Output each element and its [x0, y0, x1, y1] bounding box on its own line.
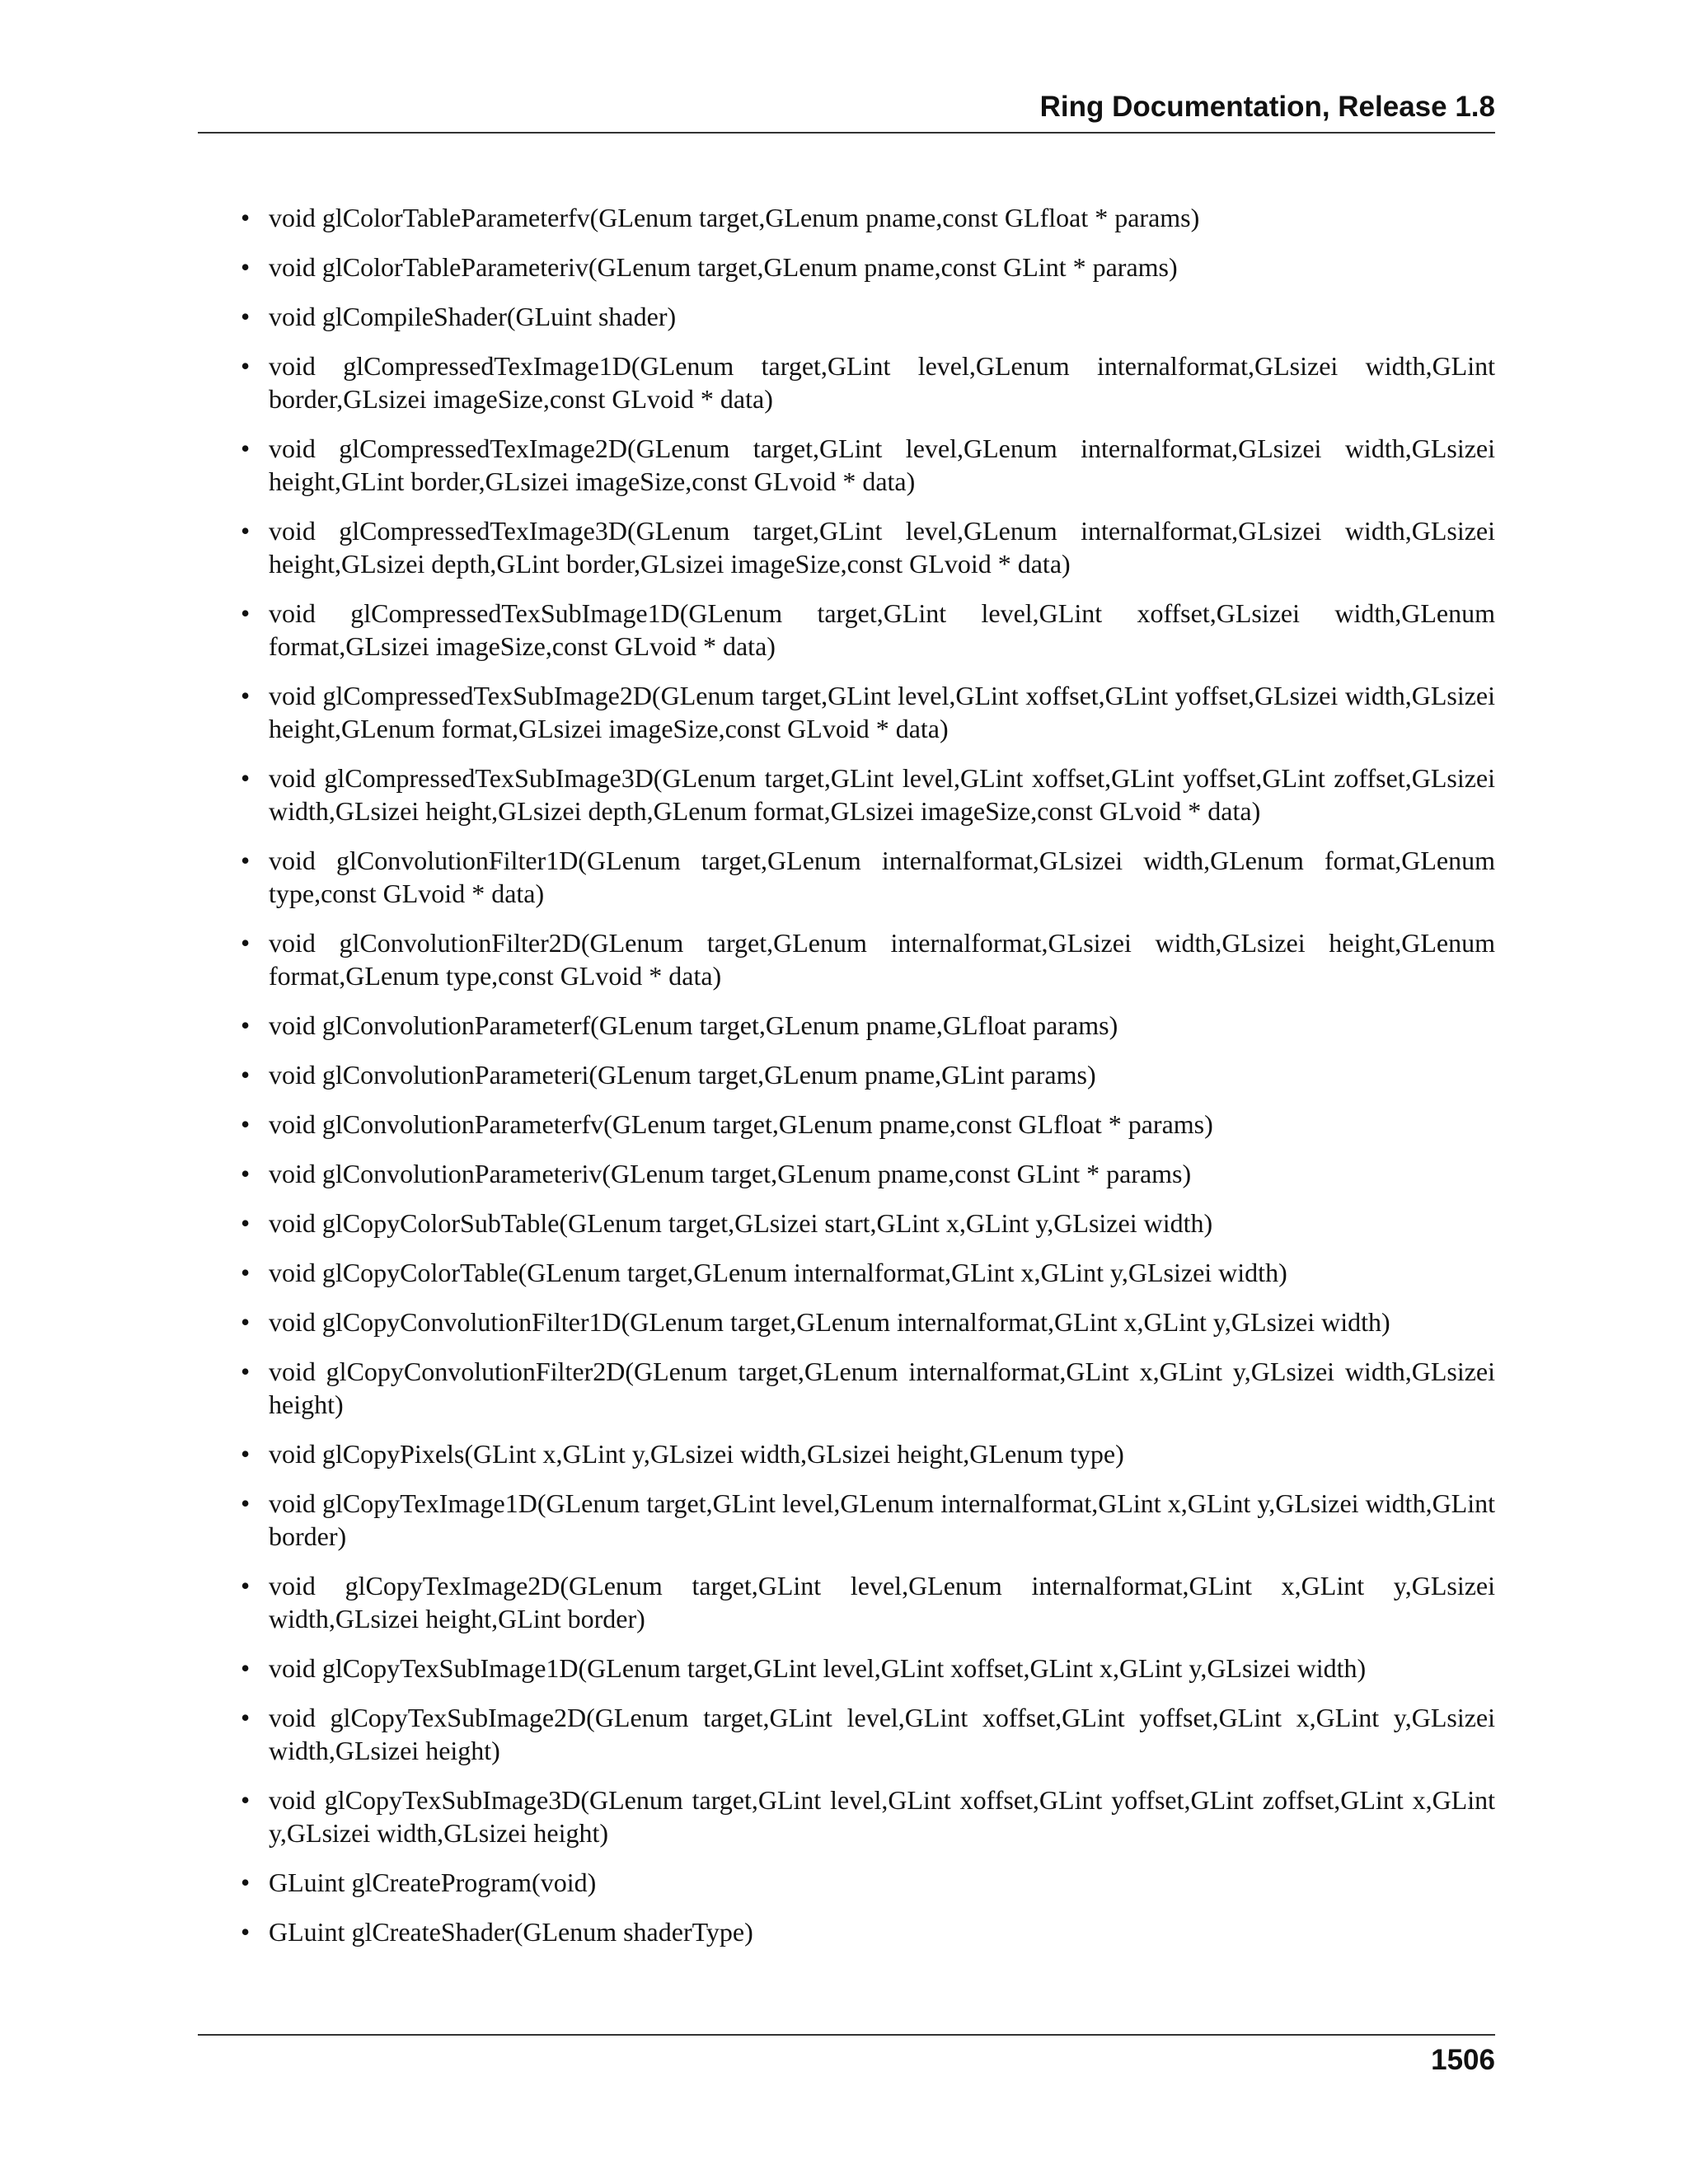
- bullet-icon: •: [241, 1488, 251, 1518]
- function-signature: void glCompressedTexImage1D(GLenum target,GLint level,GLenum internalformat,GLsizei width,GLint border,GLsizei imageSize,const GLvoid * data): [269, 351, 1495, 414]
- list-item: [241, 251, 1495, 284]
- bullet-icon: •: [241, 252, 251, 282]
- list-item: [241, 1256, 1495, 1289]
- list-item: [241, 432, 1495, 498]
- list-item: [241, 597, 1495, 663]
- page-number: 1506: [1431, 2044, 1495, 2076]
- list-item: [241, 1108, 1495, 1141]
- document-title: Ring Documentation, Release 1.8: [1039, 91, 1495, 123]
- function-signature: void glConvolutionFilter2D(GLenum target,GLenum internalformat,GLsizei width,GLsizei height,GLenum format,GLenum type,const GLvoid * data): [269, 928, 1495, 991]
- function-signature: void glCompressedTexSubImage2D(GLenum target,GLint level,GLint xoffset,GLint yoffset,GLsizei width,GLsizei height,GLenum format,GLsizei imageSize,const GLvoid * data): [269, 681, 1495, 743]
- bullet-icon: •: [241, 1208, 251, 1238]
- function-signature: GLuint glCreateShader(GLenum shaderType): [269, 1917, 753, 1947]
- list-item: [241, 1437, 1495, 1470]
- bullet-icon: •: [241, 1917, 251, 1947]
- function-signature: void glCopyPixels(GLint x,GLint y,GLsizei width,GLsizei height,GLenum type): [269, 1439, 1124, 1469]
- bullet-icon: •: [241, 763, 251, 793]
- function-signature: void glColorTableParameterfv(GLenum target,GLenum pname,const GLfloat * params): [269, 203, 1200, 232]
- list-item: [241, 201, 1495, 234]
- list-item: [241, 1915, 1495, 1948]
- list-item: [241, 1207, 1495, 1240]
- bullet-icon: •: [241, 1060, 251, 1090]
- function-signature: void glCompressedTexSubImage1D(GLenum target,GLint level,GLint xoffset,GLsizei width,GLenum format,GLsizei imageSize,const GLvoid * data): [269, 598, 1495, 661]
- function-signature: void glCopyColorSubTable(GLenum target,GLsizei start,GLint x,GLint y,GLsizei width): [269, 1208, 1213, 1238]
- list-item: [241, 1487, 1495, 1553]
- list-item: [241, 762, 1495, 827]
- function-signature: void glCompressedTexSubImage3D(GLenum target,GLint level,GLint xoffset,GLint yoffset,GLint zoffset,GLsizei width,GLsizei height,GLsizei depth,GLenum format,GLsizei imageSize,const GLvoid * data): [269, 763, 1495, 826]
- function-signature: void glCopyTexImage1D(GLenum target,GLint level,GLenum internalformat,GLint x,GLint y,GLsizei width,GLint border): [269, 1488, 1495, 1551]
- bullet-icon: •: [241, 302, 251, 331]
- bullet-icon: •: [241, 1010, 251, 1040]
- function-signature: GLuint glCreateProgram(void): [269, 1868, 597, 1897]
- function-signature: void glColorTableParameteriv(GLenum target,GLenum pname,const GLint * params): [269, 252, 1178, 282]
- function-signature: void glCopyColorTable(GLenum target,GLenum internalformat,GLint x,GLint y,GLsizei width): [269, 1258, 1287, 1287]
- bullet-icon: •: [241, 928, 251, 958]
- bullet-icon: •: [241, 1868, 251, 1897]
- function-signature: void glCompressedTexImage2D(GLenum target,GLint level,GLenum internalformat,GLsizei width,GLsizei height,GLint border,GLsizei imageSize,const GLvoid * data): [269, 434, 1495, 496]
- function-signature: void glCopyTexSubImage1D(GLenum target,GLint level,GLint xoffset,GLint x,GLint y,GLsizei width): [269, 1653, 1367, 1683]
- function-signature: void glConvolutionParameterf(GLenum target,GLenum pname,GLfloat params): [269, 1010, 1118, 1040]
- list-item: [241, 1866, 1495, 1899]
- bullet-icon: •: [241, 1703, 251, 1732]
- bullet-icon: •: [241, 1159, 251, 1188]
- bullet-icon: •: [241, 1439, 251, 1469]
- bullet-icon: •: [241, 203, 251, 232]
- bullet-icon: •: [241, 598, 251, 628]
- list-item: [241, 1009, 1495, 1042]
- bullet-icon: •: [241, 1109, 251, 1139]
- bullet-icon: •: [241, 1571, 251, 1601]
- bullet-icon: •: [241, 434, 251, 463]
- bullet-icon: •: [241, 1785, 251, 1815]
- function-signature: void glConvolutionParameterfv(GLenum target,GLenum pname,const GLfloat * params): [269, 1109, 1213, 1139]
- list-item: [241, 1305, 1495, 1338]
- function-signature: void glCompressedTexImage3D(GLenum target,GLint level,GLenum internalformat,GLsizei width,GLsizei height,GLsizei depth,GLint border,GLsizei imageSize,const GLvoid * data): [269, 516, 1495, 579]
- list-item: [241, 1569, 1495, 1635]
- bullet-icon: •: [241, 1357, 251, 1386]
- list-item: [241, 679, 1495, 745]
- function-signature: void glCompileShader(GLuint shader): [269, 302, 677, 331]
- list-item: [241, 349, 1495, 415]
- list-item: [241, 1157, 1495, 1190]
- function-signature: void glConvolutionParameteriv(GLenum target,GLenum pname,const GLint * params): [269, 1159, 1192, 1188]
- list-item: [241, 1783, 1495, 1849]
- list-item: [241, 300, 1495, 333]
- function-signature: void glCopyTexSubImage3D(GLenum target,GLint level,GLint xoffset,GLint yoffset,GLint zoffset,GLint x,GLint y,GLsizei width,GLsizei height): [269, 1785, 1495, 1848]
- function-signature: void glCopyTexImage2D(GLenum target,GLint level,GLenum internalformat,GLint x,GLint y,GLsizei width,GLsizei height,GLint border): [269, 1571, 1495, 1633]
- function-signature: void glConvolutionParameteri(GLenum target,GLenum pname,GLint params): [269, 1060, 1096, 1090]
- list-item: [241, 926, 1495, 992]
- list-item: [241, 514, 1495, 580]
- bullet-icon: •: [241, 1653, 251, 1683]
- list-item: [241, 844, 1495, 910]
- function-list: [241, 201, 1495, 1965]
- list-item: [241, 1652, 1495, 1685]
- page-footer: [198, 2034, 1495, 2076]
- list-item: [241, 1058, 1495, 1091]
- function-signature: void glCopyTexSubImage2D(GLenum target,GLint level,GLint xoffset,GLint yoffset,GLint x,GLint y,GLsizei width,GLsizei height): [269, 1703, 1495, 1765]
- bullet-icon: •: [241, 351, 251, 381]
- list-item: [241, 1701, 1495, 1767]
- function-signature: void glCopyConvolutionFilter1D(GLenum target,GLenum internalformat,GLint x,GLint y,GLsizei width): [269, 1307, 1390, 1337]
- bullet-icon: •: [241, 1258, 251, 1287]
- bullet-icon: •: [241, 1307, 251, 1337]
- function-signature: void glConvolutionFilter1D(GLenum target,GLenum internalformat,GLsizei width,GLenum format,GLenum type,const GLvoid * data): [269, 846, 1495, 908]
- bullet-icon: •: [241, 681, 251, 710]
- list-item: [241, 1355, 1495, 1421]
- function-signature: void glCopyConvolutionFilter2D(GLenum target,GLenum internalformat,GLint x,GLint y,GLsizei width,GLsizei height): [269, 1357, 1495, 1419]
- bullet-icon: •: [241, 846, 251, 875]
- page-header: [198, 89, 1495, 134]
- bullet-icon: •: [241, 516, 251, 546]
